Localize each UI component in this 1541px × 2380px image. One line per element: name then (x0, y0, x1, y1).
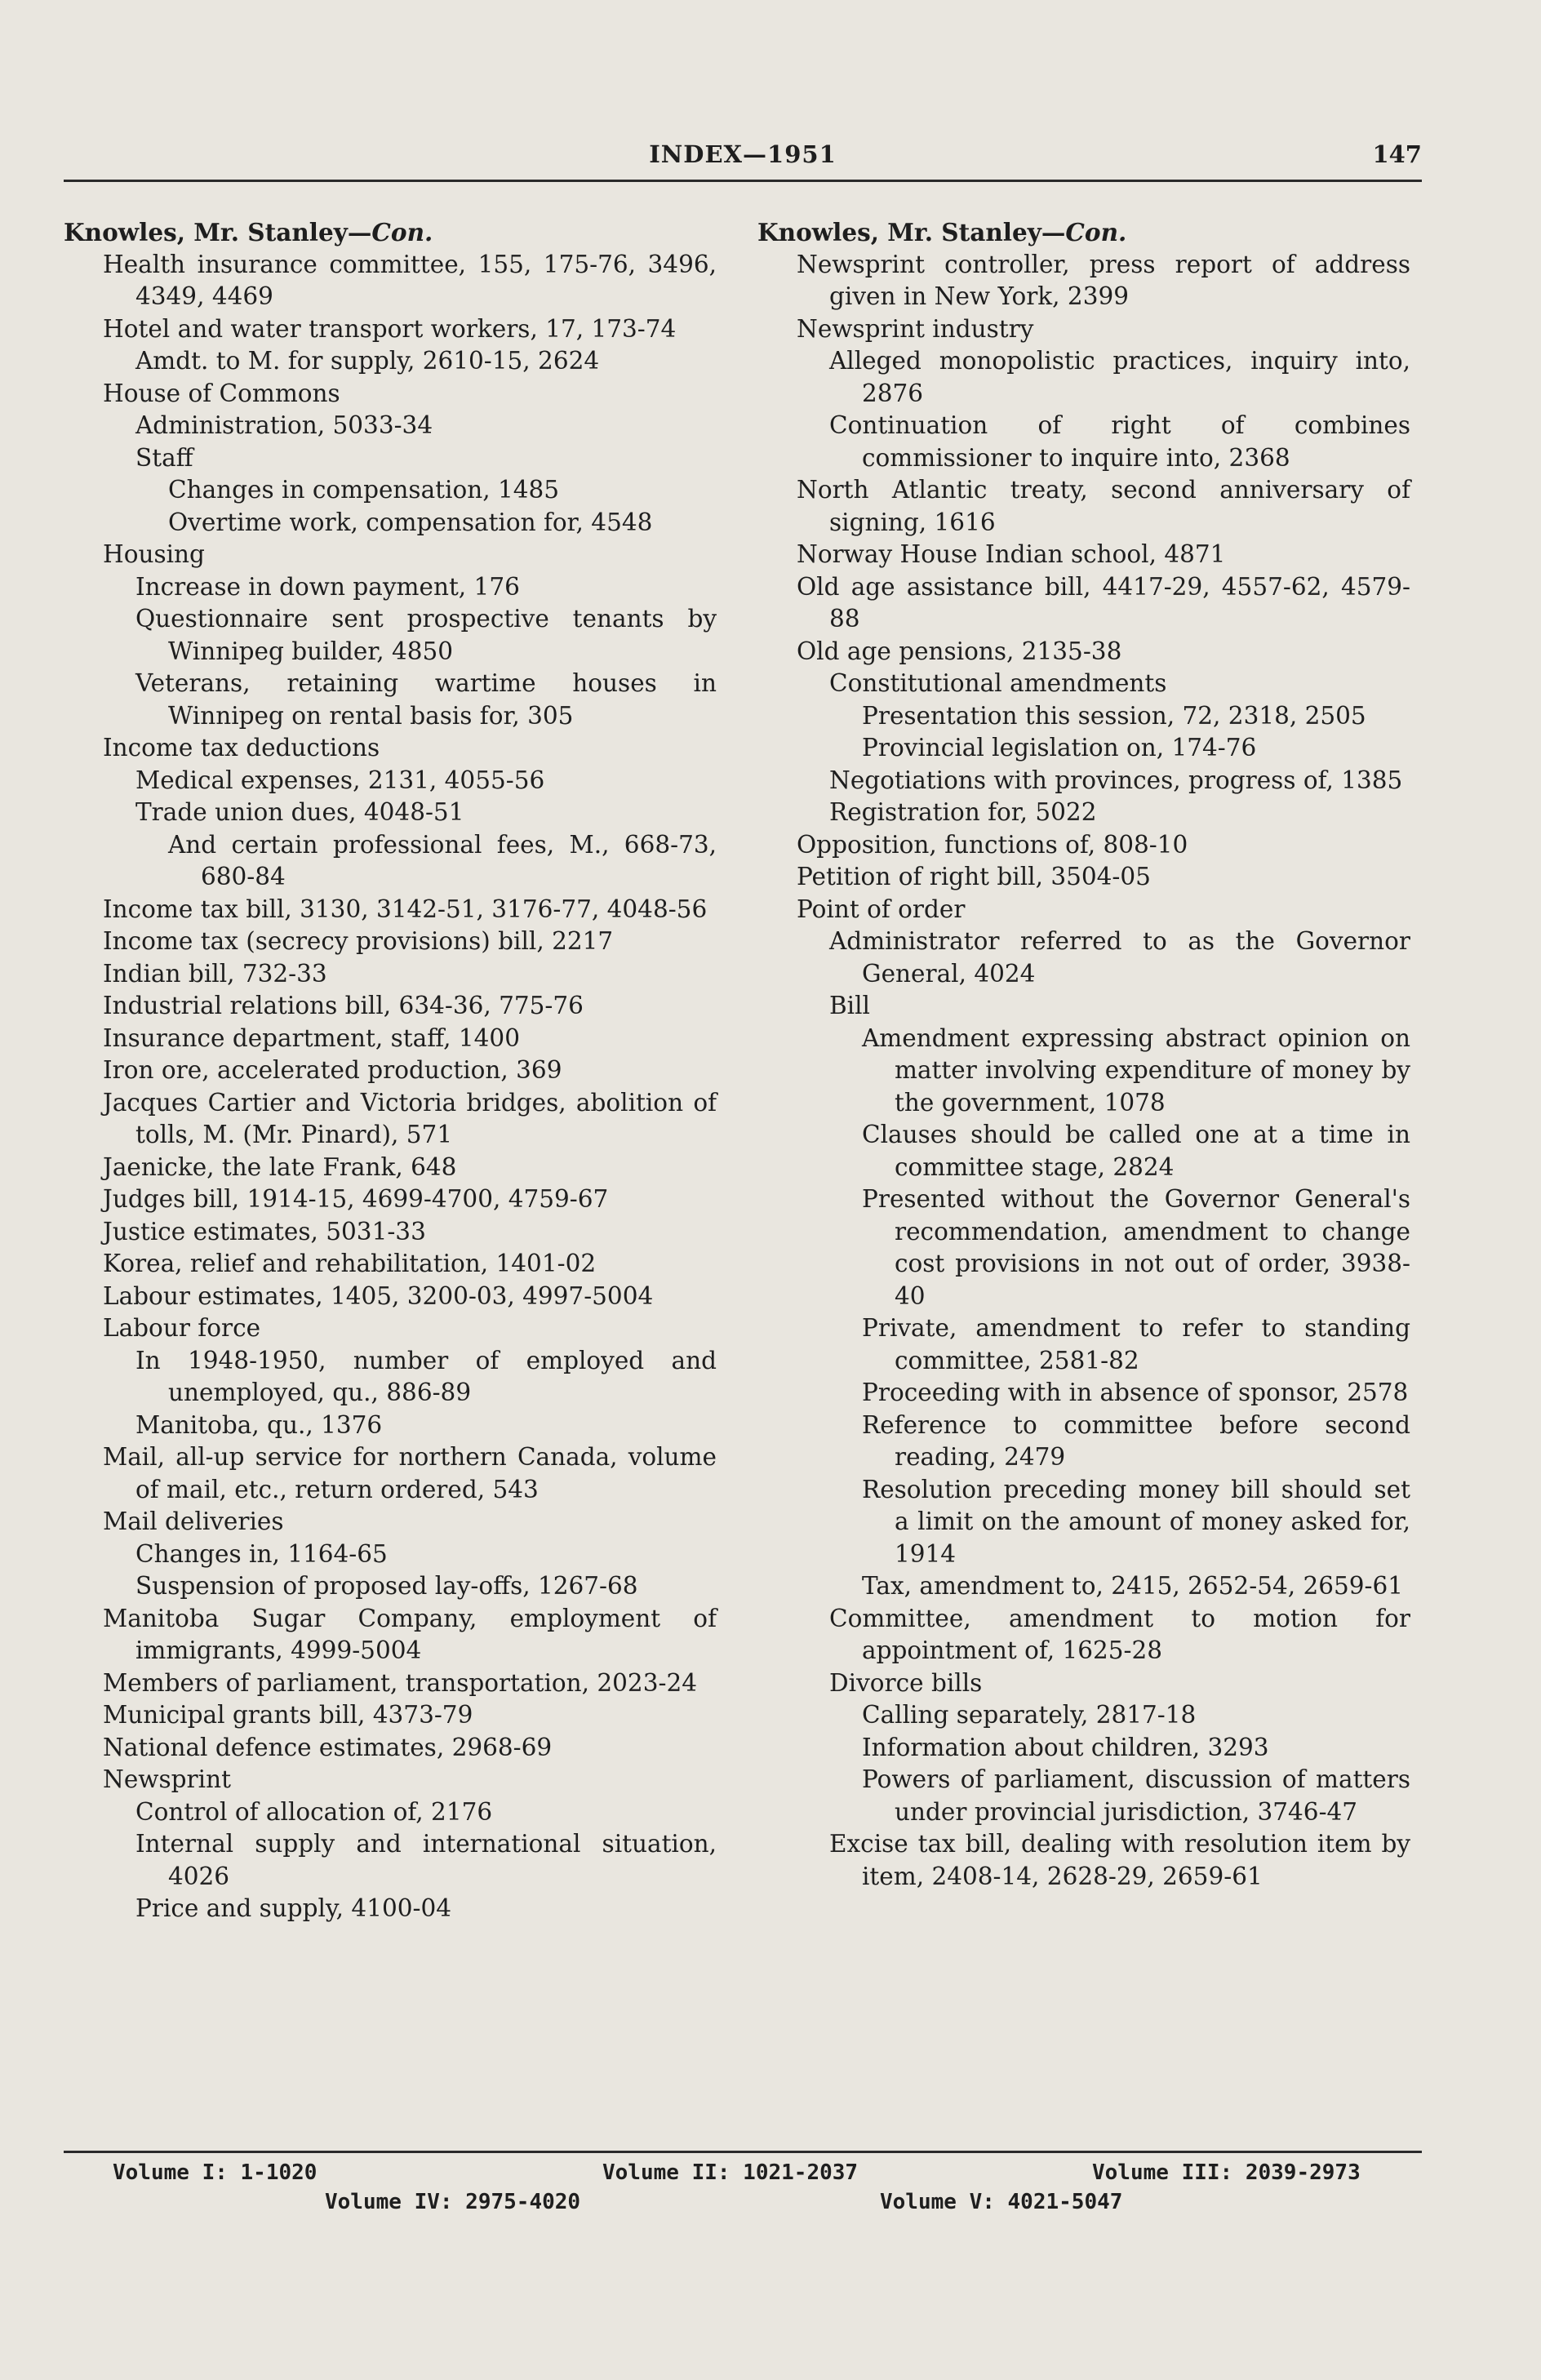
index-entry: Provincial legislation on, 174-76 (862, 734, 1257, 762)
index-entry: Veterans, retaining wartime houses in Winnipeg on rental basis for, 305 (135, 669, 717, 730)
index-entry: Mail, all-up service for northern Canada, volume of mail, etc., return ordered, 543 (103, 1443, 717, 1503)
index-entry: Overtime work, compensation for, 4548 (168, 508, 653, 536)
index-entry: Newsprint controller, press report of address given in New York, 2399 (797, 250, 1410, 310)
index-entry: Manitoba Sugar Company, employment of immigrants, 4999-5004 (103, 1604, 717, 1664)
index-entry: Tax, amendment to, 2415, 2652-54, 2659-61 (862, 1572, 1404, 1600)
index-entry: Divorce bills (829, 1668, 983, 1697)
heading-name: Knowles, Mr. Stanley— (64, 218, 372, 246)
index-entry: In 1948-1950, number of employed and unemployed, qu., 886-89 (135, 1346, 717, 1406)
index-entry: Old age assistance bill, 4417-29, 4557-62, 4579-88 (797, 572, 1410, 633)
index-entry: Mail deliveries (103, 1507, 284, 1535)
index-entry: Point of order (797, 895, 966, 923)
volume-2-range: Volume II: 1021-2037 (602, 2160, 859, 2185)
volume-1-range: Volume I: 1-1020 (113, 2160, 318, 2185)
index-entry: Municipal grants bill, 4373-79 (103, 1701, 473, 1729)
index-entry: Internal supply and international situation, 4026 (135, 1830, 717, 1890)
heading-con: Con. (1065, 218, 1127, 246)
index-entry: Judges bill, 1914-15, 4699-4700, 4759-67 (103, 1185, 609, 1213)
index-entry: Price and supply, 4100-04 (135, 1894, 452, 1922)
left-entries-list (64, 249, 717, 1925)
index-entry: Alleged monopolistic practices, inquiry into, 2876 (829, 347, 1410, 407)
index-entry: Iron ore, accelerated production, 369 (103, 1056, 562, 1084)
index-entry: Presented without the Governor General's recommendation, amendment to change cost provisions in not out of order, 3938-40 (862, 1185, 1410, 1310)
index-entry: Labour estimates, 1405, 3200-03, 4997-5004 (103, 1281, 654, 1310)
index-entry: Constitutional amendments (829, 669, 1167, 697)
index-entry: Old age pensions, 2135-38 (797, 637, 1122, 665)
right-column-heading (757, 216, 1410, 249)
index-entry: Increase in down payment, 176 (135, 572, 520, 601)
volume-footer (64, 2151, 1422, 2217)
index-entry: Presentation this session, 72, 2318, 2505 (862, 701, 1366, 730)
left-column (64, 216, 717, 1925)
index-entry: Hotel and water transport workers, 17, 173-74 (103, 314, 677, 343)
index-entry: Amendment expressing abstract opinion on matter involving expenditure of money by the government, 1078 (862, 1023, 1410, 1117)
index-entry: Members of parliament, transportation, 2023-24 (103, 1668, 697, 1697)
index-entry: Housing (103, 540, 205, 568)
page-header (64, 140, 1422, 182)
right-entries-list (757, 249, 1410, 1894)
index-entry: Changes in compensation, 1485 (168, 476, 560, 504)
index-entry: Jaenicke, the late Frank, 648 (103, 1152, 457, 1181)
index-entry: Opposition, functions of, 808-10 (797, 830, 1188, 859)
heading-con: Con. (371, 218, 433, 246)
index-entry: And certain professional fees, M., 668-73, 680-84 (168, 830, 717, 890)
volume-3-range: Volume III: 2039-2973 (1092, 2160, 1361, 2185)
index-entry: Continuation of right of combines commissioner to inquire into, 2368 (829, 411, 1410, 472)
index-entry: National defence estimates, 2968-69 (103, 1733, 553, 1761)
index-entry: Proceeding with in absence of sponsor, 2578 (862, 1379, 1409, 1406)
index-entry: Trade union dues, 4048-51 (135, 798, 464, 826)
volume-5-range: Volume V: 4021-5047 (880, 2190, 1123, 2214)
index-entry: Negotiations with provinces, progress of, 1385 (829, 766, 1403, 794)
index-entry: Administrator referred to as the Governor General, 4024 (829, 927, 1410, 988)
index-entry: Manitoba, qu., 1376 (135, 1410, 383, 1439)
heading-name: Knowles, Mr. Stanley— (757, 218, 1066, 246)
index-entry: Norway House Indian school, 4871 (797, 540, 1226, 568)
index-entry: Insurance department, staff, 1400 (103, 1023, 520, 1052)
index-entry: Changes in, 1164-65 (135, 1539, 388, 1568)
index-entry: North Atlantic treaty, second anniversary of signing, 1616 (797, 476, 1410, 536)
index-entry: Jacques Cartier and Victoria bridges, abolition of tolls, M. (Mr. Pinard), 571 (103, 1088, 717, 1148)
index-entry: Registration for, 5022 (829, 798, 1097, 826)
index-entry: Control of allocation of, 2176 (135, 1797, 493, 1826)
index-entry: Industrial relations bill, 634-36, 775-76 (103, 992, 584, 1019)
index-entry: Administration, 5033-34 (135, 411, 433, 439)
index-entry: House of Commons (103, 379, 340, 407)
index-entry: Newsprint industry (797, 314, 1034, 343)
page-title: INDEX—1951 (649, 140, 837, 168)
index-entry: Bill (829, 992, 870, 1019)
index-entry: Staff (135, 443, 193, 472)
index-entry: Income tax deductions (103, 734, 380, 762)
index-entry: Clauses should be called one at a time in committee stage, 2824 (862, 1121, 1410, 1181)
index-entry: Committee, amendment to motion for appointment of, 1625-28 (829, 1604, 1410, 1664)
index-entry: Income tax bill, 3130, 3142-51, 3176-77, 4048-56 (103, 895, 708, 923)
index-entry: Korea, relief and rehabilitation, 1401-02 (103, 1250, 597, 1277)
index-entry: Questionnaire sent prospective tenants by Winnipeg builder, 4850 (135, 605, 717, 665)
index-entry: Private, amendment to refer to standing committee, 2581-82 (862, 1314, 1410, 1374)
page-number: 147 (1372, 140, 1422, 168)
index-entry: Medical expenses, 2131, 4055-56 (135, 766, 545, 794)
index-entry: Newsprint (103, 1765, 231, 1793)
index-entry: Justice estimates, 5031-33 (103, 1217, 426, 1246)
index-entry: Resolution preceding money bill should set a limit on the amount of money asked for, 1914 (862, 1475, 1410, 1568)
index-entry: Powers of parliament, discussion of matters under provincial jurisdiction, 3746-47 (862, 1765, 1410, 1826)
index-entry: Petition of right bill, 3504-05 (797, 863, 1151, 890)
index-entry: Calling separately, 2817-18 (862, 1701, 1197, 1729)
index-entry: Information about children, 3293 (862, 1733, 1269, 1761)
index-entry: Suspension of proposed lay-offs, 1267-68 (135, 1572, 638, 1600)
index-entry: Health insurance committee, 155, 175-76, 3496, 4349, 4469 (103, 250, 717, 310)
index-entry: Reference to committee before second reading, 2479 (862, 1410, 1410, 1471)
index-entry: Excise tax bill, dealing with resolution item by item, 2408-14, 2628-29, 2659-61 (829, 1830, 1410, 1890)
right-column (757, 216, 1410, 1893)
left-column-heading (64, 216, 717, 249)
index-entry: Labour force (103, 1314, 261, 1342)
index-entry: Indian bill, 732-33 (103, 959, 327, 988)
index-entry: Income tax (secrecy provisions) bill, 2217 (103, 927, 614, 955)
volume-4-range: Volume IV: 2975-4020 (325, 2190, 581, 2214)
index-entry: Amdt. to M. for supply, 2610-15, 2624 (135, 347, 600, 375)
